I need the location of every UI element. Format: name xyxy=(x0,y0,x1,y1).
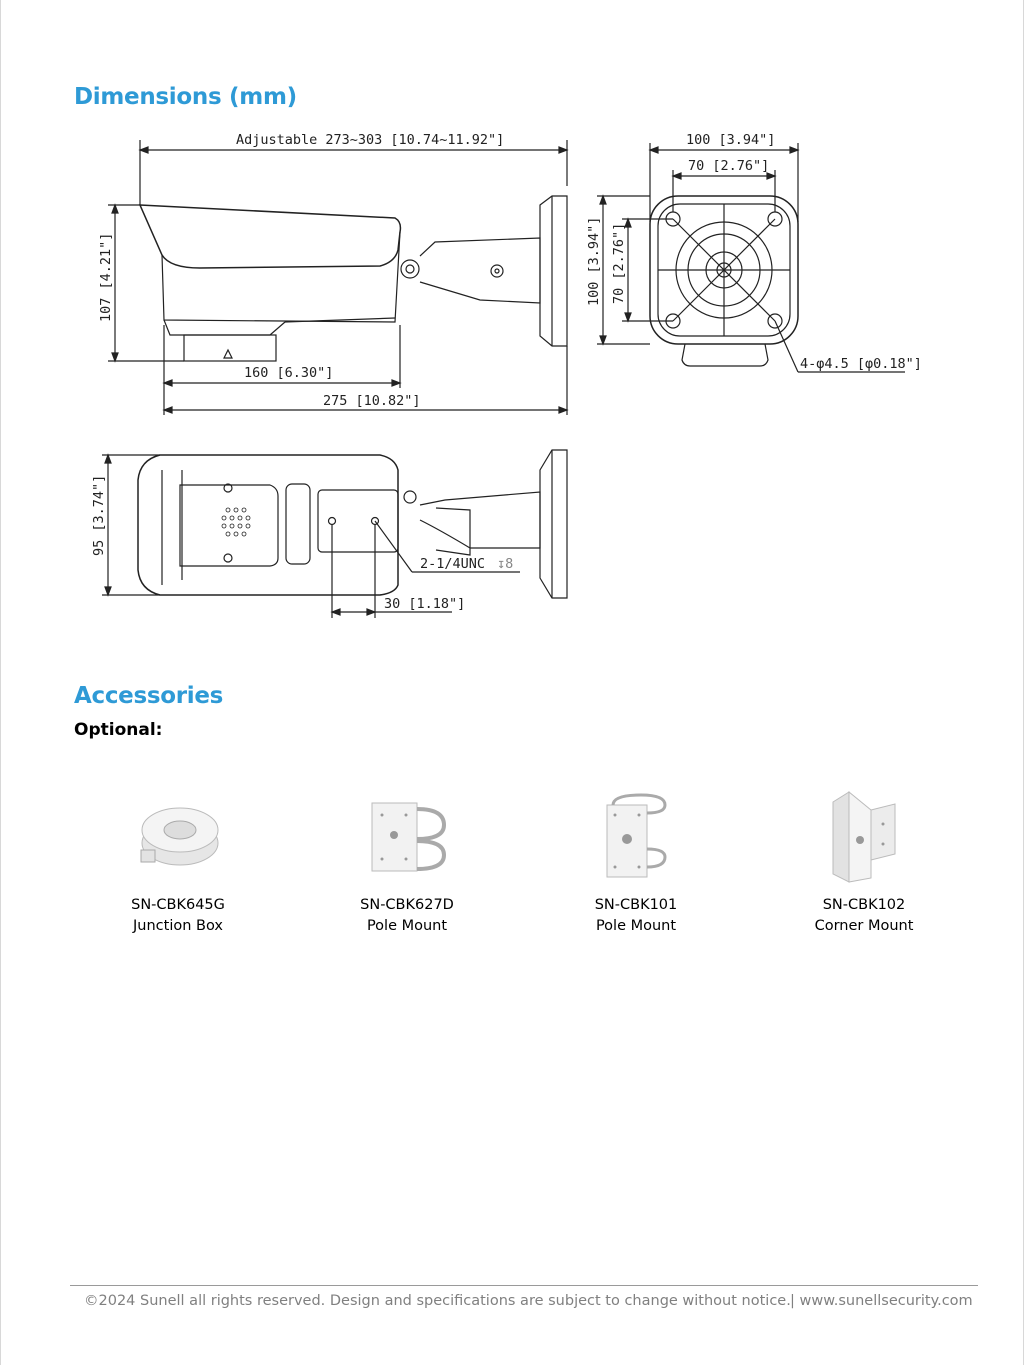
label-length-160: 160 [6.30"] xyxy=(244,365,334,381)
label-base-height-70: 70 [2.76"] xyxy=(611,222,627,304)
footer-copyright: ©2024 Sunell all rights reserved. Design and specifications are subject to change without notice. xyxy=(84,1293,791,1309)
corner-mount-image xyxy=(764,780,964,895)
pole-mount-image xyxy=(307,780,507,895)
label-thread: 2-1/4UNC xyxy=(420,556,486,572)
footer-website-link[interactable]: | www.sunellsecurity.com xyxy=(790,1293,973,1309)
accessories-heading: Accessories xyxy=(74,683,224,709)
accessory-item-corner-mount xyxy=(764,780,964,937)
label-holes: 4-φ4.5 [φ0.18"] xyxy=(800,356,922,372)
accessory-desc: Corner Mount xyxy=(814,918,914,934)
junction-box-image xyxy=(78,780,278,895)
camera-bottom-view xyxy=(91,450,567,618)
label-base-width-70: 70 [2.76"] xyxy=(688,158,770,174)
accessory-desc: Pole Mount xyxy=(595,918,677,934)
optional-label: Optional: xyxy=(74,720,163,740)
label-height-107: 107 [4.21"] xyxy=(98,232,114,322)
footer-divider xyxy=(70,1285,978,1286)
accessory-code: SN-CBK101 xyxy=(594,897,678,913)
dimension-drawing xyxy=(0,0,1024,640)
label-adjustable: Adjustable 273~303 [10.74~11.92"] xyxy=(236,132,505,148)
camera-side-view xyxy=(98,132,567,415)
accessory-desc: Pole Mount xyxy=(366,918,448,934)
label-base-width-100: 100 [3.94"] xyxy=(686,132,776,148)
label-length-275: 275 [10.82"] xyxy=(323,393,421,409)
label-base-height-100: 100 [3.94"] xyxy=(586,216,602,306)
accessory-item-junction-box xyxy=(78,780,278,937)
label-width-95: 95 [3.74"] xyxy=(91,474,107,556)
label-thread-depth: ↧8 xyxy=(497,556,514,572)
accessory-desc: Junction Box xyxy=(133,918,223,934)
accessory-code: SN-CBK645G xyxy=(131,897,225,913)
accessory-code: SN-CBK627D xyxy=(360,897,454,913)
pole-mount-image xyxy=(536,780,736,895)
accessory-code: SN-CBK102 xyxy=(822,897,906,913)
mount-base-view xyxy=(586,132,922,372)
accessory-item-pole-mount-627d xyxy=(307,780,507,937)
dimensions-heading: Dimensions (mm) xyxy=(74,84,297,110)
label-offset-30: 30 [1.18"] xyxy=(384,596,466,612)
accessory-item-pole-mount-101 xyxy=(536,780,736,937)
